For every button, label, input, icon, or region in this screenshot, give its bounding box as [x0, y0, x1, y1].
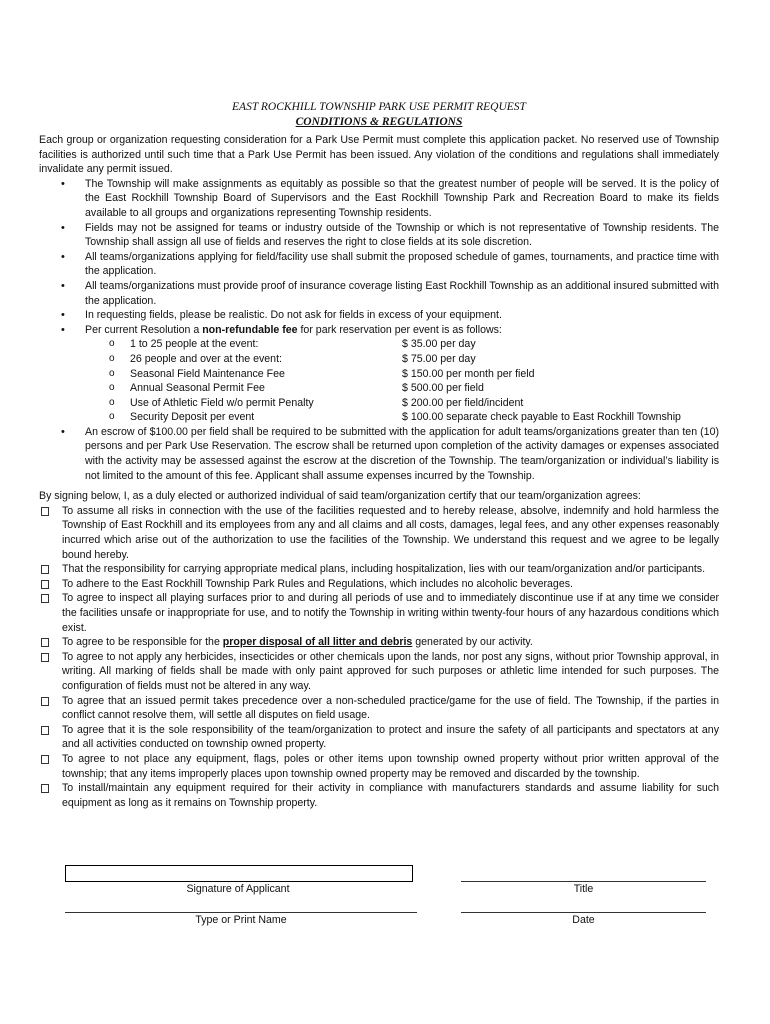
agreement-item	[39, 694, 719, 723]
litter-text-end: generated by our activity.	[412, 636, 533, 649]
fee-amount: $ 500.00 per field	[402, 382, 484, 395]
agreement-item	[39, 781, 719, 810]
fee-row	[85, 367, 719, 382]
agreement-text: To adhere to the East Rockhill Township Park Rules and Regulations, which includes no alcoholic beverages.	[62, 577, 573, 590]
fee-label: o Annual Seasonal Permit Fee	[130, 382, 265, 395]
fee-row	[85, 410, 719, 425]
signature-field[interactable]	[65, 865, 413, 882]
agreement-text: To agree to not place any equipment, flags, poles or other items upon township owned property without prior written approval of the township; that any items improperly places upon township owned property may be removed and discarded by the township.	[62, 752, 719, 780]
non-refundable-fee: non-refundable fee	[202, 323, 298, 336]
fee-row	[85, 337, 719, 352]
resolution-text-end: for park reservation per event is as follows:	[297, 323, 502, 336]
intro-paragraph: Each group or organization requesting consideration for a Park Use Permit must complete this application packet. No reserved use of Township facilities is authorized until such time that a Park Use Permit has been issued. Any violation of the conditions and regulations shall immediately invalidate any permit issued.	[39, 134, 719, 176]
checkbox-icon[interactable]	[41, 507, 49, 516]
litter-emphasis: proper disposal of all litter and debris	[222, 636, 413, 649]
fee-row	[85, 396, 719, 411]
fee-row	[85, 352, 719, 367]
fee-label: o Use of Athletic Field w/o permit Penalty	[130, 396, 314, 409]
agreement-text: That the responsibility for carrying appropriate medical plans, including hospitalization, lies with our team/organization and/or participants.	[62, 563, 706, 576]
checkbox-icon[interactable]	[41, 580, 49, 589]
fee-amount: $ 150.00 per month per field	[402, 367, 535, 380]
agreement-text: To agree to not apply any herbicides, insecticides or other chemicals upon the lands, nor post any signs, without prior Township approval, in writing. All marking of fields shall be made with only paint approved for such purposes or athletic lime intended for such purposes. The configuration of fields must not be altered in any way.	[62, 650, 719, 692]
fee-list	[85, 337, 719, 425]
agreement-text: To assume all risks in connection with the use of the facilities requested and to hereby release, absolve, indemnify and hold harmless the Township of East Rockhill and its employees from any and all claims and all costs, damages, legal fees, and any other expenses reasonably incurred which arise out of the authorization to use the facilities of the Township. We understand this request and we agree to be legally bound hereby.	[62, 504, 719, 561]
agreement-text: To agree that it is the sole responsibility of the team/organization to protect and insure the safety of all participants and spectators at any and all activities conducted on township owned property.	[62, 723, 719, 751]
condition-item: • All teams/organizations must provide proof of insurance coverage listing East Rockhill Township as an additional insured submitted with the application.	[39, 279, 719, 308]
checkbox-icon[interactable]	[41, 726, 49, 735]
condition-item: • The Township will make assignments as equitably as possible so that the greatest number of people will be served. It is the policy of the East Rockhill Township Board of Supervisors and the East Rockhill Township Park and Recreation Board to make its fields available to all groups and organizations representing Township residents.	[39, 177, 719, 221]
permit-document	[39, 100, 719, 810]
title-field[interactable]	[461, 881, 706, 882]
checkbox-icon[interactable]	[41, 784, 49, 793]
fee-row	[85, 381, 719, 396]
agreement-item	[39, 650, 719, 694]
conditions-list	[39, 177, 719, 483]
date-label: Date	[572, 914, 595, 926]
certify-statement: By signing below, I, as a duly elected or authorized individual of said team/organization certify that our team/organization agrees:	[39, 490, 641, 503]
resolution-text: Per current Resolution a	[85, 323, 203, 336]
checkbox-icon[interactable]	[41, 755, 49, 764]
checkbox-icon[interactable]	[41, 565, 49, 574]
fee-label: o 1 to 25 people at the event:	[130, 338, 259, 351]
agreement-item	[39, 504, 719, 562]
agreement-item	[39, 562, 719, 577]
resolution-item	[39, 323, 719, 425]
agreement-item	[39, 591, 719, 635]
condition-item: • Fields may not be assigned for teams or industry outside of the Township or which is not representative of Township residents. The Township shall assign all use of fields and reserves the right to close fields at its sole discretion.	[39, 221, 719, 250]
print-name-field[interactable]	[65, 912, 417, 913]
agreement-text: To install/maintain any equipment required for their activity in compliance with manufacturers standards and assume liability for such equipment as long as it remains on Township property.	[62, 782, 719, 809]
escrow-item: • An escrow of $100.00 per field shall be required to be submitted with the application for adult teams/organizations greater than ten (10) persons and per Park Use Reservation. The escrow shall be returned upon completion of the activity damages or expenses associated with the activity may be assessed against the escrow at the discretion of the Township. The team/organization or individual’s liability is not limited to the amount of this fee. Applicant shall assume expenses incurred by the Township.	[39, 425, 719, 483]
agreement-item	[39, 577, 719, 592]
agreement-text: To agree that an issued permit takes precedence over a non-scheduled practice/game for the use of field. The Township, if the parties in conflict cannot resolve them, will settle all disputes on field usage.	[62, 694, 719, 722]
litter-text: To agree to be responsible for the	[62, 636, 223, 649]
signature-label: Signature of Applicant	[186, 883, 290, 895]
fee-label: o 26 people and over at the event:	[130, 352, 282, 365]
print-name-label: Type or Print Name	[195, 914, 287, 926]
agreement-text: To agree to inspect all playing surfaces prior to and during all periods of use and to immediately discontinue use if at any time we consider the facilities unsafe or inappropriate for use, and to notify the Township in writing within twenty-four hours of any hazardous conditions which exist.	[62, 592, 719, 634]
fee-label: o Security Deposit per event	[130, 411, 255, 424]
agreement-item	[39, 635, 719, 650]
title-label: Title	[573, 883, 594, 895]
document-subtitle: CONDITIONS & REGULATIONS	[295, 116, 463, 128]
fee-amount: $ 35.00 per day	[402, 338, 476, 351]
date-field[interactable]	[461, 912, 706, 913]
checkbox-icon[interactable]	[41, 653, 49, 662]
document-title: EAST ROCKHILL TOWNSHIP PARK USE PERMIT REQUEST	[232, 101, 526, 113]
checkbox-icon[interactable]	[41, 697, 49, 706]
fee-amount: $ 75.00 per day	[402, 352, 476, 365]
condition-item: • In requesting fields, please be realistic. Do not ask for fields in excess of your equipment.	[39, 308, 719, 323]
fee-amount: $ 200.00 per field/incident	[402, 396, 524, 409]
condition-item: • All teams/organizations applying for field/facility use shall submit the proposed schedule of games, tournaments, and practice time with the application.	[39, 250, 719, 279]
agreement-item	[39, 723, 719, 752]
agreement-item	[39, 752, 719, 781]
checkbox-icon[interactable]	[41, 638, 49, 647]
checkbox-icon[interactable]	[41, 594, 49, 603]
fee-label: o Seasonal Field Maintenance Fee	[130, 367, 285, 380]
agreement-list	[39, 504, 719, 810]
fee-amount: $ 100.00 separate check payable to East Rockhill Township	[402, 411, 681, 424]
